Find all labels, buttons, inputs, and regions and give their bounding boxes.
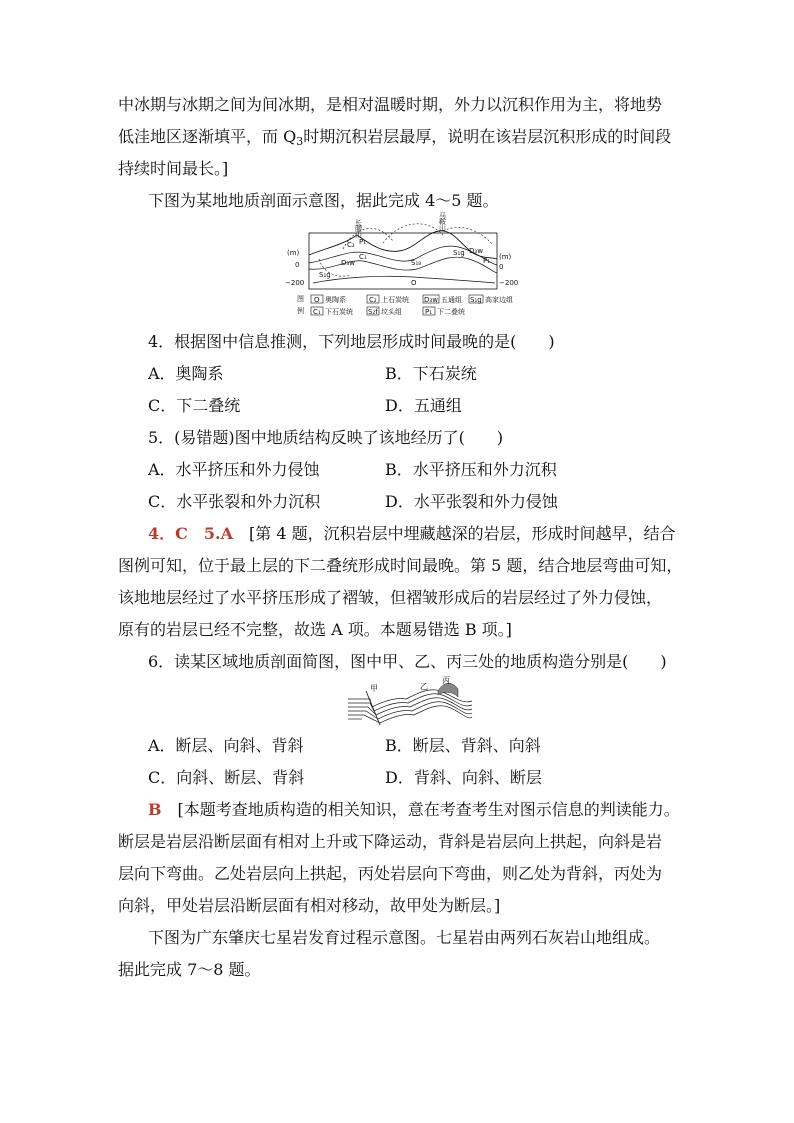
question-4-stem: 4．根据图中信息推测，下列地层形成时间最晚的是( ) — [148, 332, 555, 351]
q6-option-b: B．断层、背斜、向斜 — [385, 736, 541, 755]
answer-6-line: B [本题考查地质构造的相关知识，意在考查考生对图示信息的判读能力。 — [148, 800, 680, 819]
layer-label: P₁ — [483, 257, 491, 265]
axis-neg200-right: −200 — [499, 279, 519, 287]
legend-label: 坟头组 — [381, 308, 402, 316]
q4-option-b: B．下石炭统 — [385, 364, 477, 383]
axis-unit-left: (m) — [287, 249, 300, 257]
q6-option-d: D．背斜、向斜、断层 — [385, 768, 542, 787]
legend-label: 五通组 — [441, 296, 462, 304]
figure-label-bing: 丙 — [442, 676, 450, 685]
layer-label: D₃w — [469, 247, 483, 255]
fold-fault-figure — [344, 677, 476, 727]
legend-label: 下二叠统 — [437, 308, 465, 316]
layer-label: S₁₈ — [411, 259, 422, 267]
legend-label: 奥陶系 — [325, 296, 346, 304]
answer-key: 4．C 5.A — [148, 524, 233, 543]
body-text-line: 持续时间最长。] — [118, 159, 229, 178]
answer-key: B — [148, 800, 162, 819]
q5-option-d: D．水平张裂和外力侵蚀 — [385, 492, 558, 511]
figure-label-yi: 乙 — [420, 682, 428, 691]
legend-symbol: D₃w — [424, 296, 438, 304]
layer-label: C₁ — [359, 253, 367, 261]
mountain-label: 山 — [355, 231, 362, 239]
q5-option-c: C．水平张裂和外力沉积 — [148, 492, 321, 511]
mountain-label: 腰 — [355, 225, 362, 233]
intro-7-8: 下图为广东肇庆七星岩发育过程示意图。七星岩由两列石灰岩山地组成。 — [148, 928, 661, 947]
legend-label: 上石炭统 — [381, 296, 409, 304]
q4-option-c: C．下二叠统 — [148, 396, 241, 415]
mountain-label: 鞍 — [439, 218, 446, 226]
layer-label: S₁g — [453, 249, 465, 257]
answer-6-line: 层向下弯曲。乙处岩层向上拱起，丙处岩层向下弯曲，则乙处为背斜，丙处为 — [118, 864, 663, 883]
body-text-line: 低洼地区逐渐填平，而 $Q_3$时期沉积岩层最厚，说明在该岩层沉积形成的时间段 — [118, 127, 672, 148]
axis-zero-right: 0 — [499, 263, 504, 271]
legend-label: 下石炭统 — [325, 308, 353, 316]
legend-label: 高家边组 — [485, 296, 513, 304]
intro-4-5: 下图为某地地质剖面示意图，据此完成 4～5 题。 — [148, 191, 499, 210]
axis-neg200-left: −200 — [285, 279, 305, 287]
q5-option-a: A．水平挤压和外力侵蚀 — [148, 460, 320, 479]
q5-option-b: B．水平挤压和外力沉积 — [385, 460, 557, 479]
legend-title: 例 — [297, 307, 304, 315]
figure-label-jia: 甲 — [370, 684, 378, 693]
q6-option-c: C．向斜、断层、背斜 — [148, 768, 305, 787]
answer-4-5-line: 该地地层经过了水平挤压形成了褶皱，但褶皱形成后的岩层经过了外力侵蚀， — [118, 588, 663, 607]
question-5-stem: 5．(易错题)图中地质结构反映了该地经历了( ) — [148, 428, 504, 447]
answer-6-line: 向斜，甲处岩层沿断层面有相对移动，故甲处为断层。] — [118, 896, 501, 915]
geologic-section-figure — [283, 212, 523, 319]
body-text-line: 中冰期与冰期之间为间冰期，是相对温暖时期，外力以沉积作用为主，将地势 — [118, 95, 663, 114]
mountain-label: 长 — [355, 219, 362, 227]
layer-label: S₁g — [319, 271, 331, 279]
layer-label: C₂ — [347, 241, 355, 249]
q4-option-d: D．五通组 — [385, 396, 462, 415]
mountain-label: 马 — [439, 212, 446, 220]
legend-symbol: P₁ — [425, 308, 433, 316]
axis-unit-right: (m) — [499, 253, 512, 261]
layer-label: D₃w — [341, 259, 355, 267]
answer-6-line: 断层是岩层沿断层面有相对上升或下降运动，背斜是岩层向上拱起，向斜是岩 — [118, 832, 663, 851]
answer-4-5-line: 原有的岩层已经不完整，故选 A 项。本题易错选 B 项。] — [118, 620, 512, 639]
question-6-stem: 6．读某区域地质剖面简图，图中甲、乙、丙三处的地质构造分别是( ) — [148, 652, 667, 671]
layer-label: O — [411, 279, 417, 287]
legend-symbol: S₂f — [368, 308, 378, 316]
layer-label: P₁ — [359, 238, 367, 246]
legend-symbol: C₂ — [369, 296, 377, 304]
legend-symbol: C₁ — [313, 308, 321, 316]
answer-4-5-line: 4．C 5.A [第 4 题，沉积岩层中埋藏越深的岩层，形成时间越早，结合 — [148, 524, 676, 543]
q4-option-a: A．奥陶系 — [148, 364, 224, 383]
axis-zero-left: 0 — [295, 261, 300, 269]
legend-symbol: S₁g — [470, 296, 482, 304]
legend-title: 图 — [297, 295, 304, 303]
answer-4-5-line: 图例可知，位于最上层的下二叠统形成时间最晚。第 5 题，结合地层弯曲可知， — [118, 556, 683, 575]
legend-symbol: O — [314, 296, 320, 304]
intro-7-8: 据此完成 7～8 题。 — [118, 960, 261, 979]
q6-option-a: A．断层、向斜、背斜 — [148, 736, 304, 755]
mountain-label: 山 — [439, 224, 446, 232]
